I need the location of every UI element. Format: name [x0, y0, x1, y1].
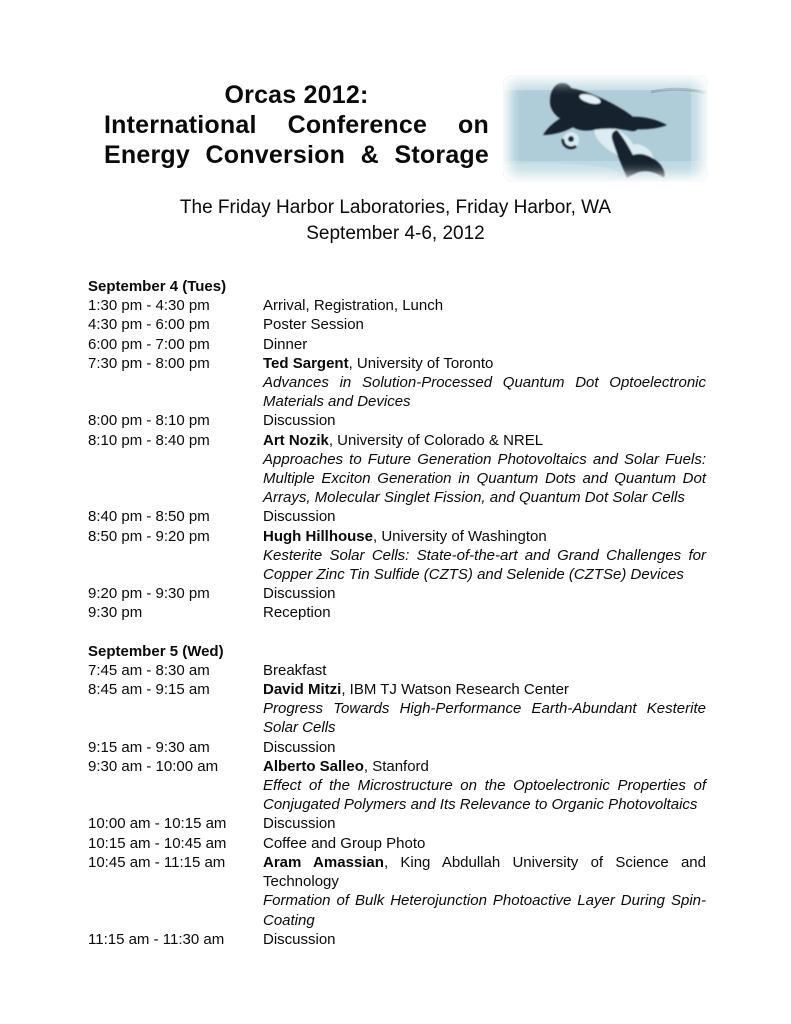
event-description: [263, 335, 706, 354]
speaker-affiliation: , University of Colorado & NREL: [328, 431, 544, 449]
speaker-affiliation: , IBM TJ Watson Research Center: [341, 681, 569, 699]
schedule-row: [88, 853, 706, 930]
time-range: 9:30 am - 10:00 am: [88, 757, 219, 775]
event-label: Discussion: [263, 930, 336, 948]
event-label: Discussion: [263, 815, 336, 833]
speaker-affiliation: , King Abdullah University of Science and Technology: [263, 853, 706, 891]
orca-tail: [612, 130, 665, 178]
speaker-name: Hugh Hillhouse: [263, 527, 373, 545]
speaker-line: [263, 354, 706, 373]
event-description: [263, 814, 706, 833]
schedule-section: [88, 277, 706, 623]
title-line-3: Energy Conversion & Storage: [104, 141, 489, 169]
event-description: [263, 738, 706, 757]
venue-block: [0, 195, 791, 247]
orca-pectoral-fin: [543, 117, 573, 135]
event-label: Breakfast: [263, 661, 327, 679]
schedule-row: [88, 603, 706, 622]
time-range: 8:50 pm - 9:20 pm: [88, 527, 210, 545]
speaker-name: Alberto Salleo: [263, 757, 364, 775]
schedule-section: [88, 642, 706, 949]
schedule: [88, 277, 706, 949]
schedule-row: [88, 354, 706, 412]
event-description: [263, 411, 706, 430]
speaker-name: David Mitzi: [263, 681, 342, 699]
event-description: [263, 354, 706, 412]
time-range: 9:20 pm - 9:30 pm: [88, 585, 210, 603]
time-range: 9:30 pm: [88, 604, 143, 622]
talk-title: Kesterite Solar Cells: State-of-the-art and Grand Challenges for Copper Zinc Tin Sulfide (CZTS) and Selenide (CZTSe) Devices: [263, 546, 706, 584]
schedule-row: [88, 507, 706, 526]
event-label: Coffee and Group Photo: [263, 834, 426, 852]
section-heading: September 4 (Tues): [88, 278, 227, 295]
event-description: [263, 834, 706, 853]
schedule-row: [88, 431, 706, 508]
event-description: [263, 296, 706, 315]
time-range: 8:10 pm - 8:40 pm: [88, 431, 210, 449]
event-label: Discussion: [263, 412, 336, 430]
time-range: 11:15 am - 11:30 am: [88, 930, 225, 948]
event-label: Poster Session: [263, 316, 364, 334]
time-range: 10:00 am - 10:15 am: [88, 815, 227, 833]
event-description: [263, 315, 706, 334]
speaker-name: Ted Sargent: [263, 354, 349, 372]
event-description: [263, 680, 706, 738]
event-label: Discussion: [263, 738, 336, 756]
schedule-row: [88, 411, 706, 430]
event-label: Dinner: [263, 335, 308, 353]
talk-title: Approaches to Future Generation Photovoltaics and Solar Fuels: Multiple Exciton Generation in Quantum Dots and Quantum Dot Arrays, Molecular Singlet Fission, and Quantum Dot Solar Cells: [263, 450, 706, 507]
section-body: [88, 296, 706, 622]
event-label: Reception: [263, 604, 331, 622]
orca-illustration: [503, 75, 708, 182]
time-range: 7:30 pm - 8:00 pm: [88, 354, 210, 372]
time-range: 9:15 am - 9:30 am: [88, 738, 210, 756]
water-background: [503, 75, 708, 182]
orca-photo: [503, 75, 708, 182]
page-title: [104, 80, 489, 170]
schedule-row: [88, 930, 706, 949]
speaker-affiliation: , University of Toronto: [348, 354, 494, 372]
talk-title: Effect of the Microstructure on the Optoelectronic Properties of Conjugated Polymers and Its Relevance to Organic Photovoltaics: [263, 777, 706, 814]
orca-body: [550, 83, 639, 131]
event-description: [263, 584, 706, 603]
venue-line: The Friday Harbor Laboratories, Friday Harbor, WA: [179, 197, 612, 218]
schedule-row: [88, 527, 706, 585]
schedule-row: [88, 296, 706, 315]
speaker-affiliation: , Stanford: [363, 757, 429, 775]
speaker-affiliation: , University of Washington: [373, 527, 547, 545]
time-range: 10:15 am - 10:45 am: [88, 834, 227, 852]
talk-title: Progress Towards High-Performance Earth-Abundant Kesterite Solar Cells: [263, 700, 706, 737]
schedule-row: [88, 814, 706, 833]
section-body: [88, 661, 706, 949]
speaker-line: [263, 853, 706, 891]
speaker-line: [263, 680, 706, 699]
event-description: [263, 853, 706, 930]
talk-title: Advances in Solution-Processed Quantum Dot Optoelectronic Materials and Devices: [263, 374, 706, 411]
schedule-row: [88, 680, 706, 738]
time-range: 8:40 pm - 8:50 pm: [88, 508, 210, 526]
orca-figure: [543, 83, 667, 178]
talk-title: Formation of Bulk Heterojunction Photoactive Layer During Spin-Coating: [263, 892, 706, 929]
schedule-row: [88, 335, 706, 354]
time-range: 8:00 pm - 8:10 pm: [88, 412, 210, 430]
event-description: [263, 527, 706, 585]
time-range: 1:30 pm - 4:30 pm: [88, 297, 210, 315]
event-description: [263, 757, 706, 815]
speaker-line: [263, 527, 706, 546]
time-range: 8:45 am - 9:15 am: [88, 681, 210, 699]
schedule-row: [88, 661, 706, 680]
event-description: [263, 431, 706, 508]
title-line-1: Orcas 2012:: [224, 81, 369, 109]
orca-eye-patch: [578, 92, 601, 106]
section-heading: September 5 (Wed): [88, 642, 224, 660]
title-line-2: International Conference on: [104, 111, 489, 139]
event-label: Discussion: [263, 508, 336, 526]
schedule-row: [88, 584, 706, 603]
time-range: 10:45 am - 11:15 am: [88, 853, 226, 871]
time-range: 4:30 pm - 6:00 pm: [88, 316, 210, 334]
time-range: 7:45 am - 8:30 am: [88, 661, 210, 679]
schedule-row: [88, 315, 706, 334]
speaker-line: [263, 431, 706, 450]
dates-line: September 4-6, 2012: [306, 223, 485, 244]
event-description: [263, 507, 706, 526]
orca-dorsal-fin: [630, 117, 667, 130]
schedule-row: [88, 757, 706, 815]
speaker-name: Art Nozik: [263, 431, 329, 449]
schedule-row: [88, 834, 706, 853]
event-description: [263, 661, 706, 680]
event-label: Arrival, Registration, Lunch: [263, 297, 444, 315]
event-label: Discussion: [263, 585, 336, 603]
speaker-name: Aram Amassian: [263, 853, 384, 871]
speaker-line: [263, 757, 706, 776]
event-description: [263, 930, 706, 949]
schedule-row: [88, 738, 706, 757]
time-range: 6:00 pm - 7:00 pm: [88, 335, 210, 353]
event-description: [263, 603, 706, 622]
